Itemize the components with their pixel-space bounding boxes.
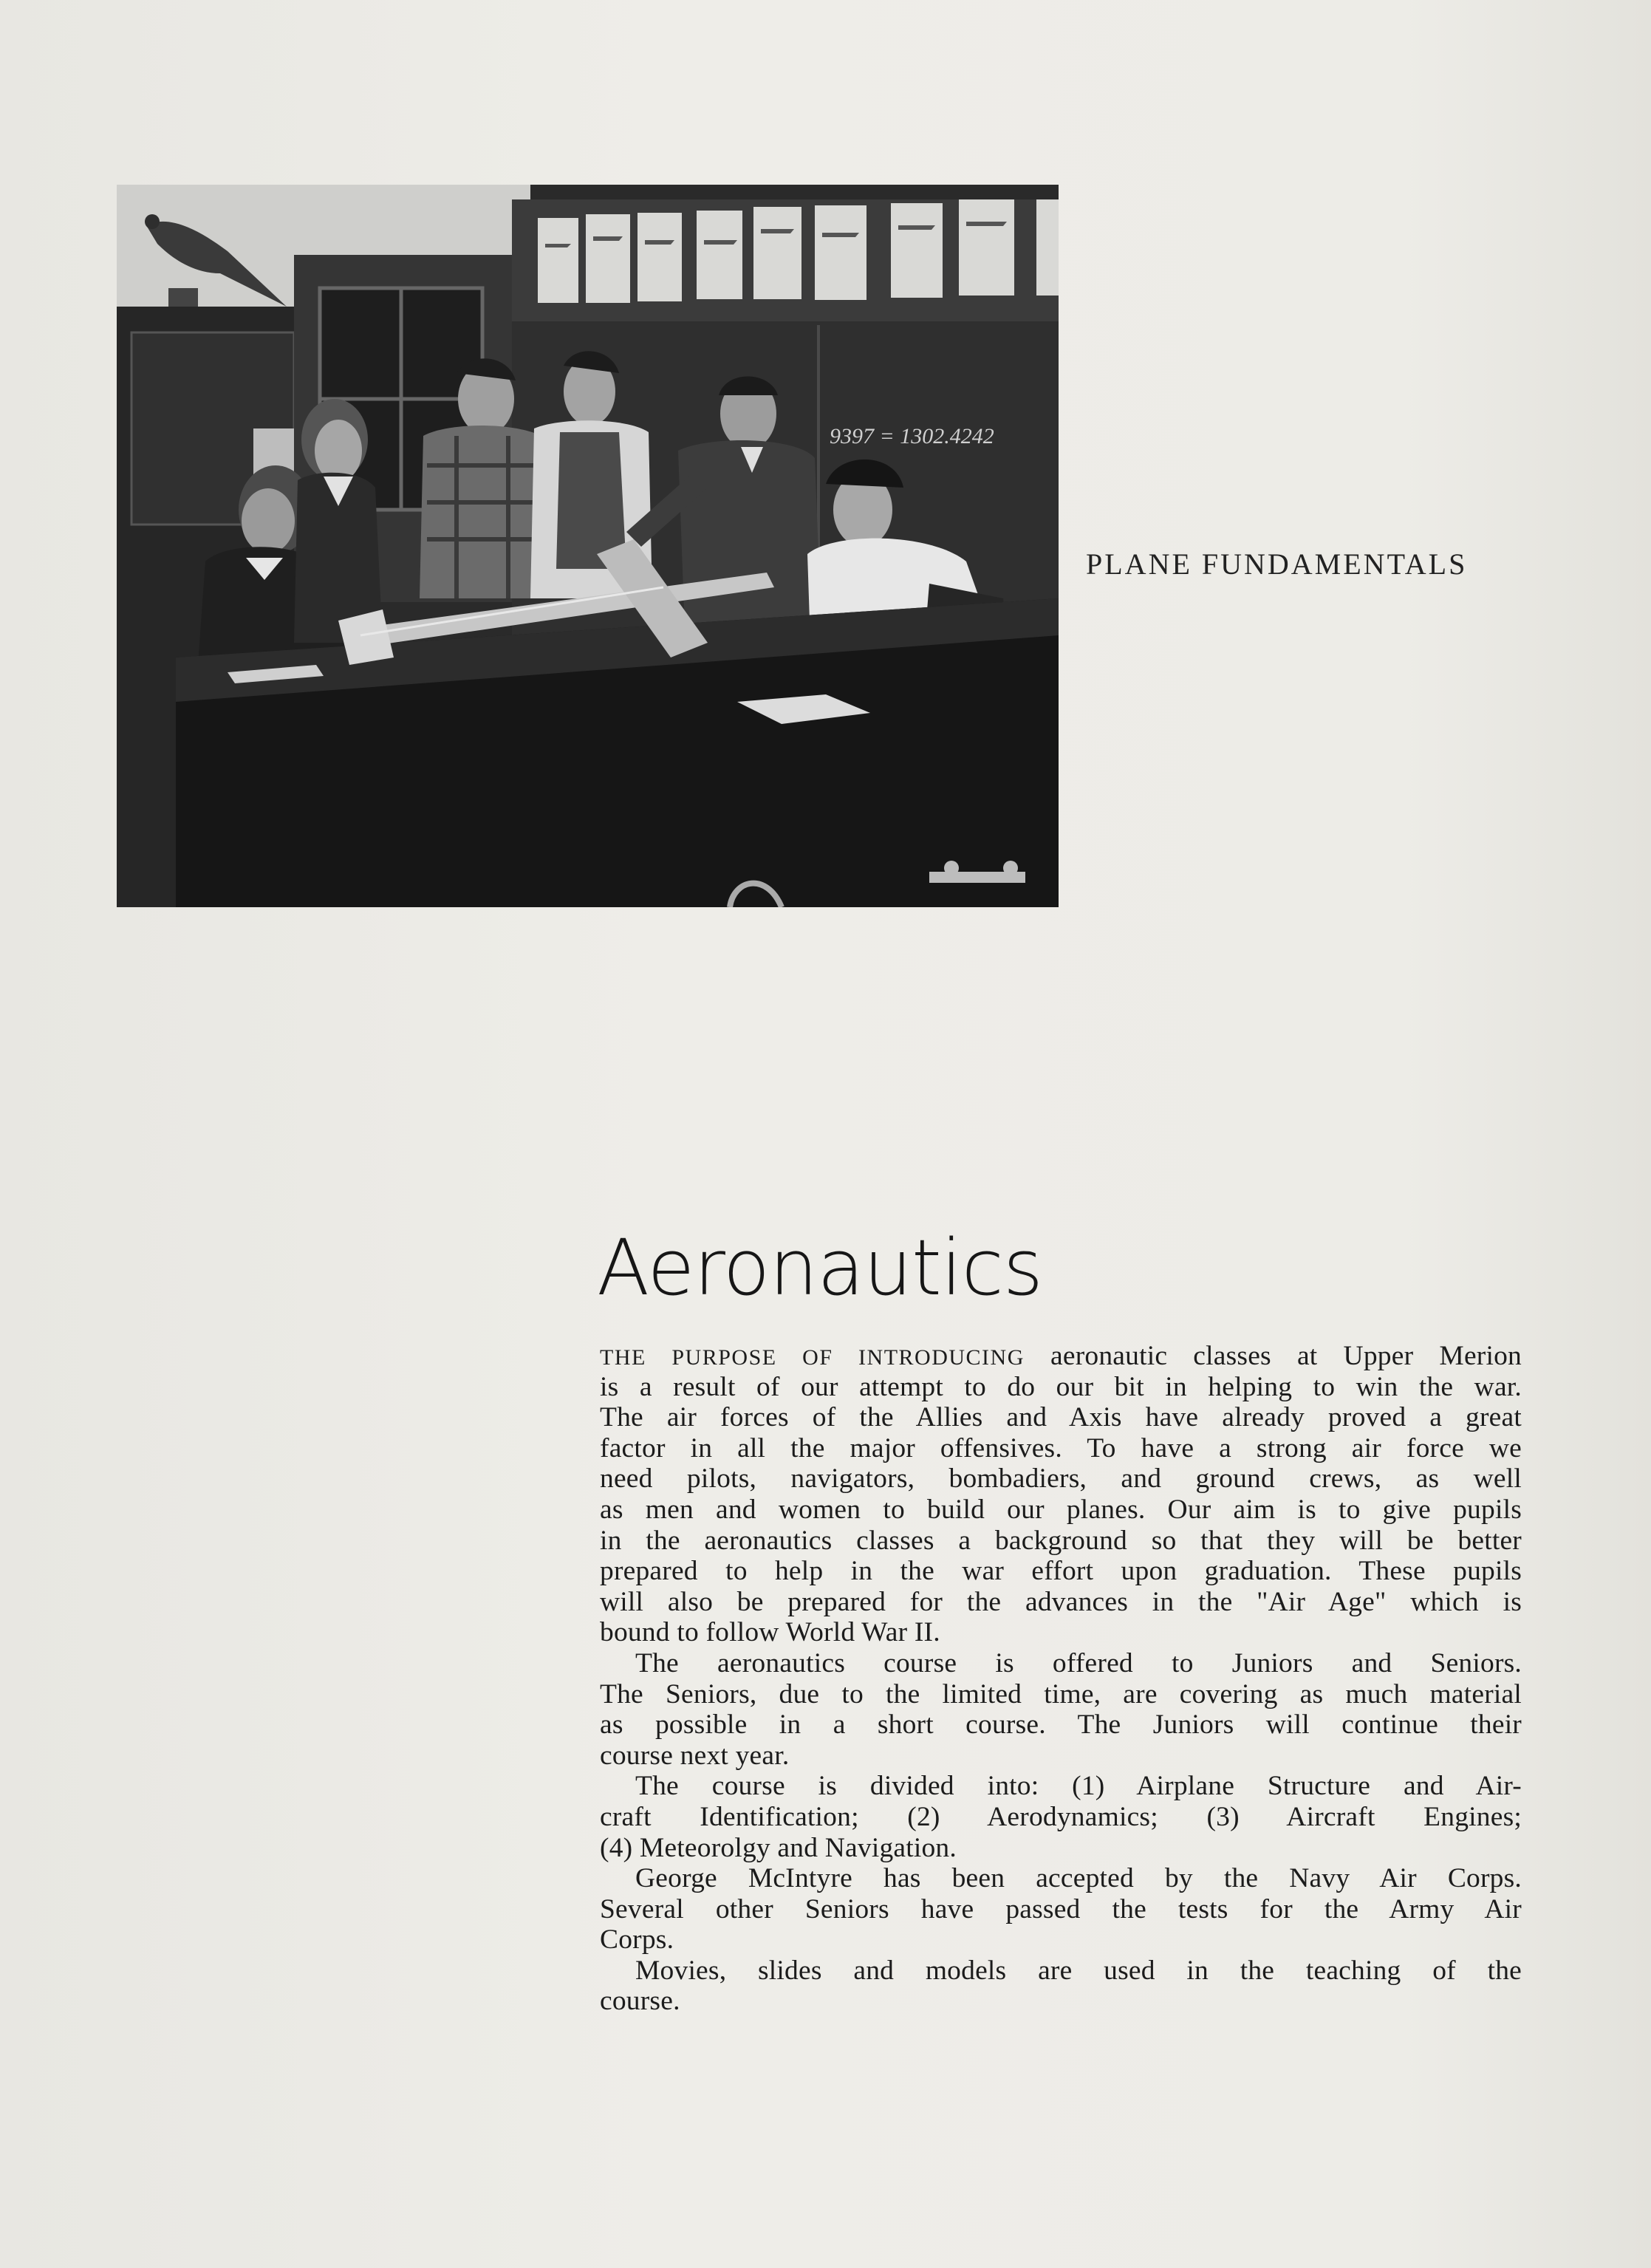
section-title: Aeronautics <box>597 1223 1042 1313</box>
body-line: The course is divided into: (1) Airplane Structure and Air- <box>635 1771 1522 1802</box>
body-line: as possible in a short course. The Juniors will continue their <box>600 1709 1522 1741</box>
body-line: course. <box>600 1986 680 2017</box>
body-line: bound to follow World War II. <box>600 1617 940 1648</box>
body-line: Movies, slides and models are used in the teaching of the <box>635 1955 1522 1986</box>
body-line: need pilots, navigators, bombadiers, and ground crews, as well <box>600 1463 1522 1495</box>
blackboard-writing: 9397 = 1302.4242 <box>830 424 994 448</box>
classroom-photo-illustration <box>117 185 1059 907</box>
body-line: will also be prepared for the advances in the "Air Age" which is <box>600 1586 1522 1617</box>
photo-caption: PLANE FUNDAMENTALS <box>1086 547 1468 581</box>
body-line: is a result of our attempt to do our bit in helping to win the war. <box>600 1371 1522 1402</box>
body-line: Corps. <box>600 1924 674 1956</box>
body-line: in the aeronautics classes a background so that they will be better <box>600 1525 1522 1556</box>
body-line: The air forces of the Allies and Axis have already proved a great <box>600 1402 1522 1433</box>
body-line: as men and women to build our planes. Our aim is to give pupils <box>600 1494 1522 1525</box>
body-line: (4) Meteorolgy and Navigation. <box>600 1832 957 1863</box>
body-line: prepared to help in the war effort upon graduation. These pupils <box>600 1556 1522 1587</box>
body-line: factor in all the major offensives. To have a strong air force we <box>600 1432 1522 1463</box>
body-line: THE PURPOSE OF INTRODUCING aeronautic classes at Upper Merion <box>600 1341 1522 1371</box>
body-line: Several other Seniors have passed the tests for the Army Air <box>600 1893 1522 1924</box>
body-line: The aeronautics course is offered to Juniors and Seniors. <box>635 1647 1522 1678</box>
body-line: course next year. <box>600 1740 790 1771</box>
article-body <box>600 1341 1522 2017</box>
body-line: The Seniors, due to the limited time, are covering as much material <box>600 1678 1522 1709</box>
body-line: George McIntyre has been accepted by the Navy Air Corps. <box>635 1863 1522 1894</box>
classroom-photograph <box>117 185 1059 907</box>
lead-small-caps: THE PURPOSE OF INTRODUCING <box>600 1345 1025 1370</box>
body-line: craft Identification; (2) Aerodynamics; (3) Aircraft Engines; <box>600 1801 1522 1832</box>
